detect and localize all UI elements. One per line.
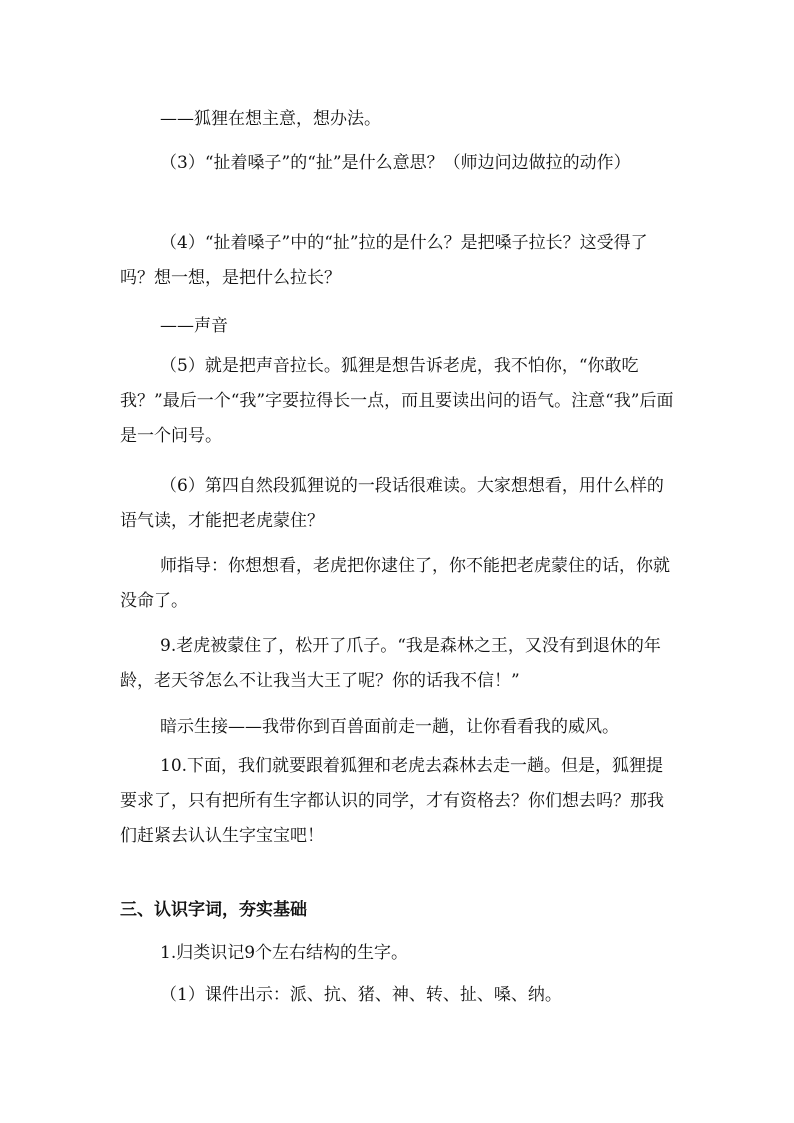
section-heading: 三、认识字词，夯实基础 (120, 900, 307, 920)
paragraph-question-3: （3）“扯着嗓子”的“扯”是什么意思？（师边问边做拉的动作） (160, 153, 631, 173)
paragraph-question-4: （4）“扯着嗓子”中的“扯”拉的是什么？是把嗓子拉长？这受得了吗？想一想，是把什么拉长？ (120, 233, 648, 288)
paragraph-fox-thinking: ——狐狸在想主意，想办法。 (160, 109, 381, 129)
paragraph-item-9: 9.老虎被蒙住了，松开了爪子。“我是森林之王，又没有到退休的年龄，老天爷怎么不让我当大王了呢？你的话我不信！” (120, 636, 661, 691)
paragraph-step-1: 1.归类识记9个左右结构的生字。 (160, 943, 409, 963)
paragraph-teacher-guidance: 师指导：你想想看，老虎把你逮住了，你不能把老虎蒙住的话，你就没命了。 (120, 556, 670, 611)
paragraph-point-5: （5）就是把声音拉长。狐狸是想告诉老虎，我不怕你，“你敢吃我？”最后一个“我”字要拉得长一点，而且要读出问的语气。注意“我”后面是一个问号。 (120, 356, 674, 446)
paragraph-hint: 暗示生接——我带你到百兽面前走一趟，让你看看我的威风。 (160, 717, 619, 737)
paragraph-point-6: （6）第四自然段狐狸说的一段话很难读。大家想想看，用什么样的语气读，才能把老虎蒙住？ (120, 476, 664, 531)
paragraph-sound-answer: ——声音 (160, 316, 228, 336)
paragraph-item-10: 10.下面，我们就要跟着狐狸和老虎去森林去走一趟。但是，狐狸提要求了，只有把所有生字都认识的同学，才有资格去？你们想去吗？那我们赶紧去认认生字宝宝吧！ (120, 756, 664, 846)
paragraph-courseware: （1）课件出示：派、抗、猪、神、转、扯、嗓、纳。 (160, 985, 562, 1005)
